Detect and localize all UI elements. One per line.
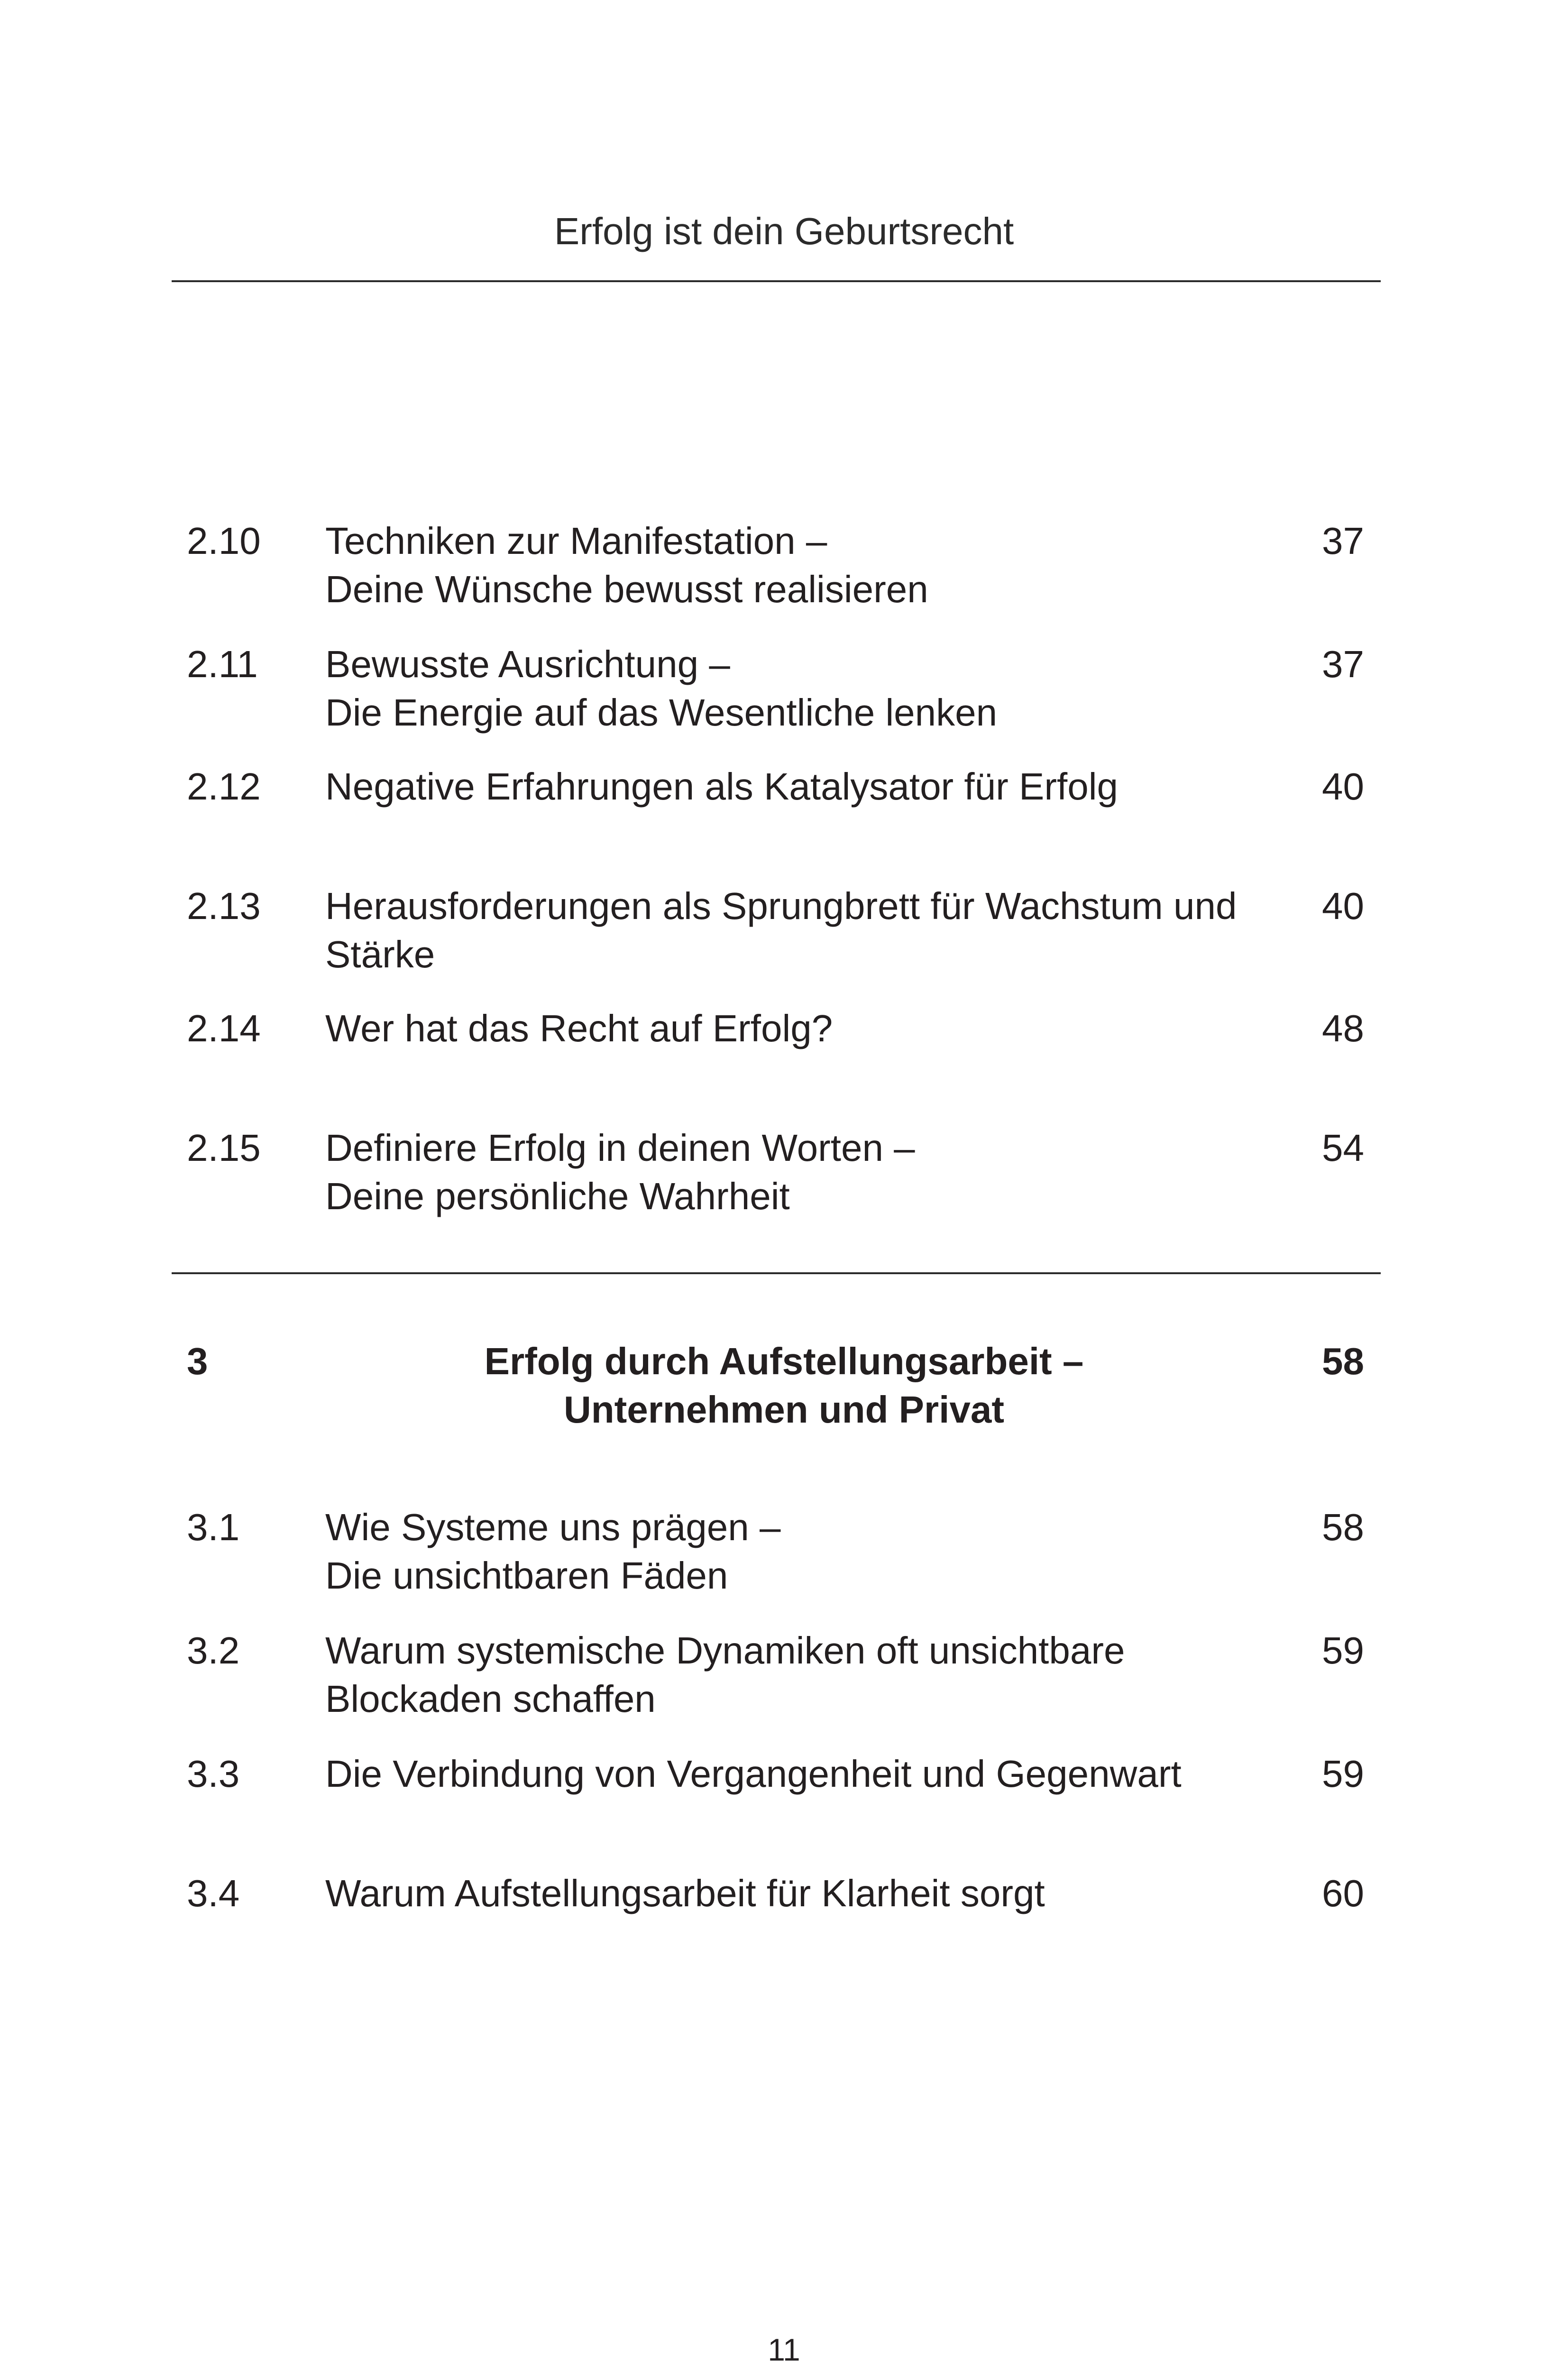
toc-entry-title <box>325 1627 1274 1723</box>
toc-entry-title-line: Deine persönliche Wahrheit <box>325 1175 790 1217</box>
toc-entry-title-line: Blockaden schaffen <box>325 1678 656 1720</box>
toc-entry-title <box>325 1750 1274 1798</box>
chapter-number: 3 <box>187 1340 208 1382</box>
toc-entry-page: 60 <box>1322 1872 1364 1914</box>
chapter-divider-rule <box>172 1272 1381 1274</box>
toc-entry-title-line: Deine Wünsche bewusst realisieren <box>325 568 928 610</box>
toc-entry-title <box>325 1503 1274 1600</box>
toc-entry-page: 48 <box>1322 1007 1364 1049</box>
toc-entry-number: 3.1 <box>187 1506 240 1548</box>
toc-entry-title-line: Stärke <box>325 933 435 975</box>
toc-entry-title-line: Warum systemische Dynamiken oft unsichtbare <box>325 1629 1125 1672</box>
toc-entry-title <box>325 1869 1274 1918</box>
toc-entry-title-line: Die Verbindung von Vergangenheit und Gegenwart <box>325 1753 1182 1795</box>
chapter-page: 58 <box>1322 1340 1364 1382</box>
toc-entry-number: 2.10 <box>187 520 261 562</box>
toc-entry-page: 58 <box>1322 1506 1364 1548</box>
toc-entry-page: 40 <box>1322 885 1364 927</box>
toc-entry-number: 2.15 <box>187 1127 261 1169</box>
toc-entry-title-line: Bewusste Ausrichtung – <box>325 643 730 685</box>
toc-entry-title-line: Herausforderungen als Sprungbrett für Wachstum und <box>325 885 1237 927</box>
toc-entry-number: 2.12 <box>187 765 261 808</box>
chapter-title-line: Erfolg durch Aufstellungsarbeit – <box>484 1340 1084 1382</box>
toc-entry-page: 59 <box>1322 1753 1364 1795</box>
toc-entry-title <box>325 640 1274 737</box>
toc-entry-title-line: Die unsichtbaren Fäden <box>325 1554 728 1597</box>
toc-entry-number: 2.14 <box>187 1007 261 1049</box>
toc-entry-title <box>325 1124 1274 1221</box>
toc-entry-title <box>325 1004 1274 1053</box>
toc-entry-number: 2.11 <box>187 643 258 685</box>
toc-entry-title <box>325 763 1274 811</box>
toc-entry-page: 37 <box>1322 643 1364 685</box>
toc-entry-number: 2.13 <box>187 885 261 927</box>
toc-entry-page: 37 <box>1322 520 1364 562</box>
toc-entry-title <box>325 517 1274 614</box>
toc-entry-title-line: Wie Systeme uns prägen – <box>325 1506 781 1548</box>
toc-entry-page: 40 <box>1322 765 1364 808</box>
toc-entry-number: 3.2 <box>187 1629 240 1672</box>
toc-entry-title-line: Techniken zur Manifestation – <box>325 520 827 562</box>
page-number: 11 <box>768 2332 800 2367</box>
toc-entry-title-line: Negative Erfahrungen als Katalysator für Erfolg <box>325 765 1118 808</box>
toc-entry-number: 3.3 <box>187 1753 240 1795</box>
toc-entry-number: 3.4 <box>187 1872 240 1914</box>
chapter-title-line: Unternehmen und Privat <box>563 1388 1005 1431</box>
header-rule <box>172 280 1381 282</box>
toc-entry-title-line: Warum Aufstellungsarbeit für Klarheit sorgt <box>325 1872 1045 1914</box>
toc-entry-title-line: Definiere Erfolg in deinen Worten – <box>325 1127 915 1169</box>
toc-entry-title-line: Wer hat das Recht auf Erfolg? <box>325 1007 833 1049</box>
running-header: Erfolg ist dein Geburtsrecht <box>554 210 1014 252</box>
toc-entry-page: 54 <box>1322 1127 1364 1169</box>
toc-entry-title-line: Die Energie auf das Wesentliche lenken <box>325 691 998 734</box>
toc-entry-title <box>325 882 1274 979</box>
toc-entry-page: 59 <box>1322 1629 1364 1672</box>
